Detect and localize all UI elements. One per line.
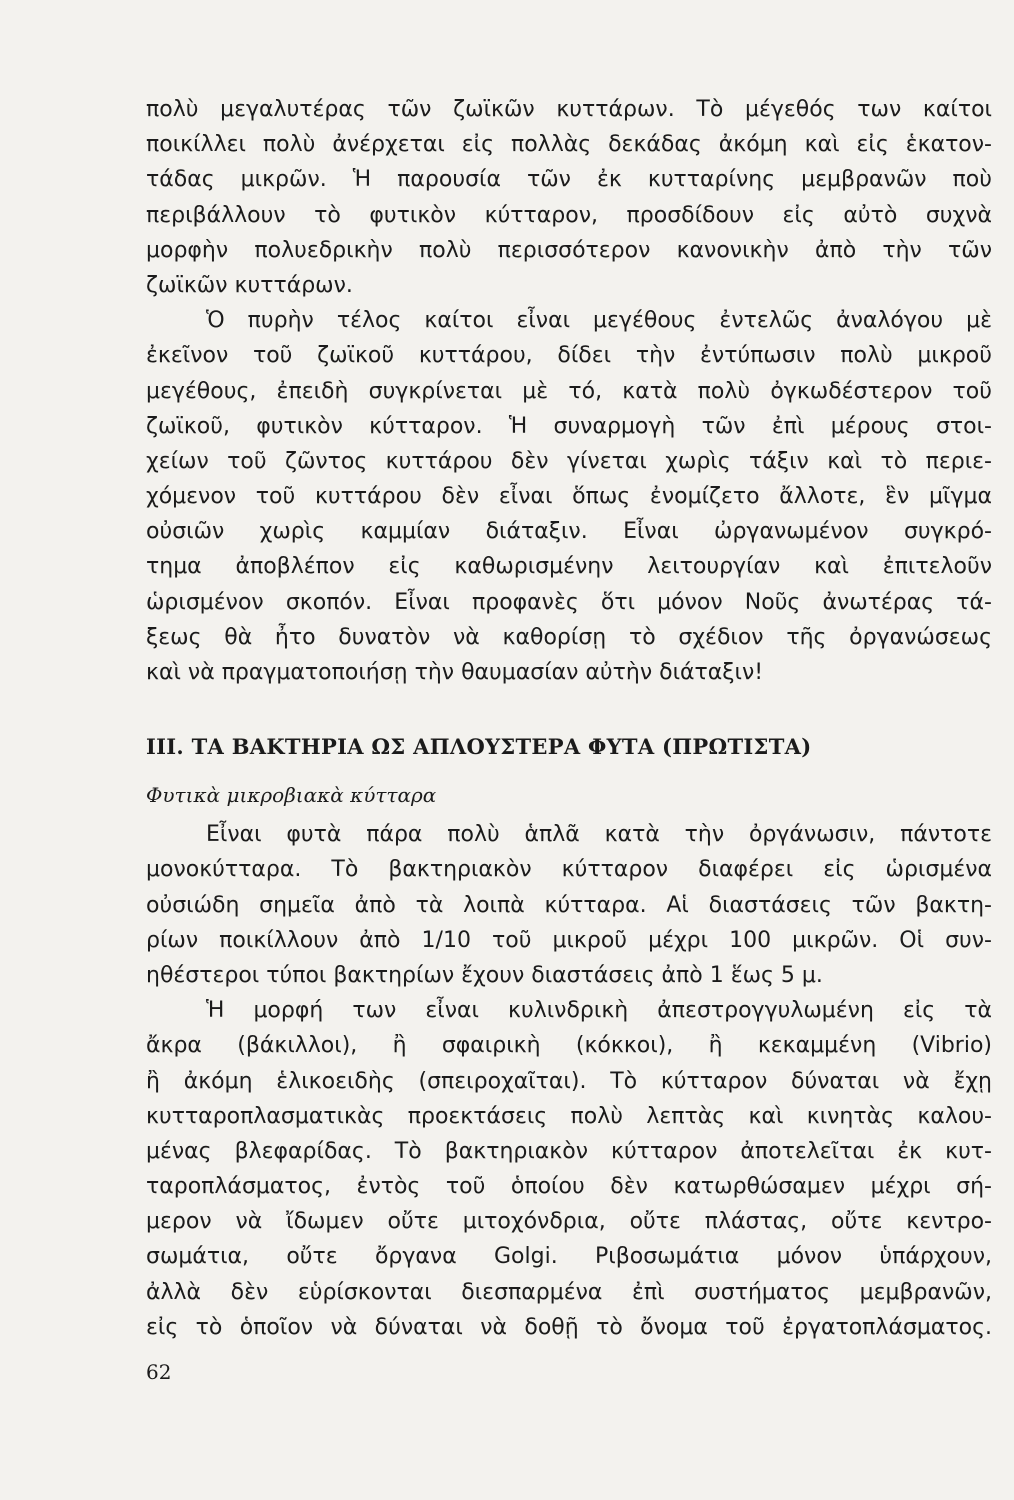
text-line: καὶ νὰ πραγματοποιήσῃ τὴν θαυμασίαν αὐτὴν διάταξιν! bbox=[146, 660, 764, 685]
section-subheading: Φυτικὰ μικροβιακὰ κύτταρα bbox=[146, 783, 437, 808]
text-line: ποικίλλει πολὺ ἀνέρχεται εἰς πολλὰς δεκάδας ἀκόμη καὶ εἰς ἑκατον- bbox=[146, 132, 992, 158]
text-line: μορφὴν πολυεδρικὴν πολὺ περισσότερον κανονικὴν ἀπὸ τὴν τῶν bbox=[146, 237, 992, 263]
text-line: ταροπλάσματος, ἐντὸς τοῦ ὁποίου δὲν κατωρθώσαμεν μέχρι σή- bbox=[146, 1174, 992, 1200]
text-line: χόμενον τοῦ κυττάρου δὲν εἶναι ὅπως ἐνομίζετο ἄλλοτε, ἓν μῖγμα bbox=[146, 484, 992, 510]
text-line: ξεως θὰ ἦτο δυνατὸν νὰ καθορίσῃ τὸ σχέδιον τῆς ὀργανώσεως bbox=[146, 624, 992, 650]
text-line: μένας βλεφαρίδας. Τὸ βακτηριακὸν κύτταρον ἀποτελεῖται ἐκ κυτ- bbox=[146, 1138, 992, 1164]
section-heading: III. ΤΑ ΒΑΚΤΗΡΙΑ ΩΣ ΑΠΛΟΥΣΤΕΡΑ ΦΥΤΑ (ΠΡΩΤΙΣΤΑ) bbox=[146, 734, 812, 760]
page-number: 62 bbox=[146, 1360, 172, 1384]
paragraph-bacteria-intro bbox=[146, 817, 992, 993]
text-line: μερον νὰ ἴδωμεν οὔτε μιτοχόνδρια, οὔτε πλάστας, οὔτε κεντρο- bbox=[146, 1209, 992, 1235]
paragraph-bacteria-shape bbox=[146, 993, 992, 1345]
text-line: χείων τοῦ ζῶντος κυττάρου δὲν γίνεται χωρὶς τάξιν καὶ τὸ περιε- bbox=[146, 448, 992, 474]
text-line: Ἡ μορφή των εἶναι κυλινδρικὴ ἀπεστρογγυλωμένη εἰς τὰ bbox=[206, 998, 992, 1024]
text-line: πολὺ μεγαλυτέρας τῶν ζωϊκῶν κυττάρων. Τὸ μέγεθός των καίτοι bbox=[146, 97, 992, 122]
text-line: οὐσιώδη σημεῖα ἀπὸ τὰ λοιπὰ κύτταρα. Αἱ διαστάσεις τῶν βακτη- bbox=[146, 892, 992, 918]
text-line: περιβάλλουν τὸ φυτικὸν κύτταρον, προσδίδουν εἰς αὐτὸ συχνὰ bbox=[146, 202, 992, 228]
text-line: ηθέστεροι τύποι βακτηρίων ἔχουν διαστάσεις ἀπὸ 1 ἕως 5 μ. bbox=[146, 962, 823, 988]
paragraph-nucleus bbox=[146, 303, 992, 690]
text-line: μονοκύτταρα. Τὸ βακτηριακὸν κύτταρον διαφέρει εἰς ὡρισμένα bbox=[146, 857, 992, 883]
text-line: ρίων ποικίλλουν ἀπὸ 1/10 τοῦ μικροῦ μέχρι 100 μικρῶν. Οἱ συν- bbox=[146, 927, 992, 953]
text-line: ἐκεῖνον τοῦ ζωϊκοῦ κυττάρου, δίδει τὴν ἐντύπωσιν πολὺ μικροῦ bbox=[146, 343, 992, 369]
text-line: ἄκρα (βάκιλλοι), ἢ σφαιρικὴ (κόκκοι), ἢ κεκαμμένη (Vibrio) bbox=[146, 1033, 992, 1059]
text-line: τημα ἀποβλέπον εἰς καθωρισμένην λειτουργίαν καὶ ἐπιτελοῦν bbox=[146, 554, 992, 580]
text-line: ἢ ἀκόμη ἑλικοειδὴς (σπειροχαῖται). Τὸ κύτταρον δύναται νὰ ἔχῃ bbox=[146, 1068, 992, 1094]
text-line: Ὁ πυρὴν τέλος καίτοι εἶναι μεγέθους ἐντελῶς ἀναλόγου μὲ bbox=[206, 308, 992, 334]
text-line: τάδας μικρῶν. Ἡ παρουσία τῶν ἐκ κυτταρίνης μεμβρανῶν ποὺ bbox=[146, 167, 992, 193]
text-line: ζωϊκοῦ, φυτικὸν κύτταρον. Ἡ συναρμογὴ τῶν ἐπὶ μέρους στοι- bbox=[146, 413, 992, 439]
text-line: Εἶναι φυτὰ πάρα πολὺ ἁπλᾶ κατὰ τὴν ὀργάνωσιν, πάντοτε bbox=[206, 822, 992, 848]
page-body bbox=[146, 92, 992, 1345]
text-line: κυτταροπλασματικὰς προεκτάσεις πολὺ λεπτὰς καὶ κινητὰς καλου- bbox=[146, 1103, 992, 1129]
text-line: οὐσιῶν χωρὶς καμμίαν διάταξιν. Εἶναι ὠργανωμένον συγκρό- bbox=[146, 519, 992, 545]
text-line: ζωϊκῶν κυττάρων. bbox=[146, 272, 353, 298]
text-line: εἰς τὸ ὁποῖον νὰ δύναται νὰ δοθῇ τὸ ὄνομα τοῦ ἐργατοπλάσματος. bbox=[146, 1314, 992, 1340]
text-line: σωμάτια, οὔτε ὄργανα Golgi. Ριβοσωμάτια μόνον ὑπάρχουν, bbox=[146, 1244, 992, 1270]
paragraph-continuation bbox=[146, 92, 992, 303]
text-line: ὡρισμένον σκοπόν. Εἶναι προφανὲς ὅτι μόνον Νοῦς ἀνωτέρας τά- bbox=[146, 589, 992, 615]
text-line: μεγέθους, ἐπειδὴ συγκρίνεται μὲ τό, κατὰ πολὺ ὀγκωδέστερον τοῦ bbox=[146, 378, 992, 404]
text-line: ἀλλὰ δὲν εὑρίσκονται διεσπαρμένα ἐπὶ συστήματος μεμβρανῶν, bbox=[146, 1279, 992, 1305]
